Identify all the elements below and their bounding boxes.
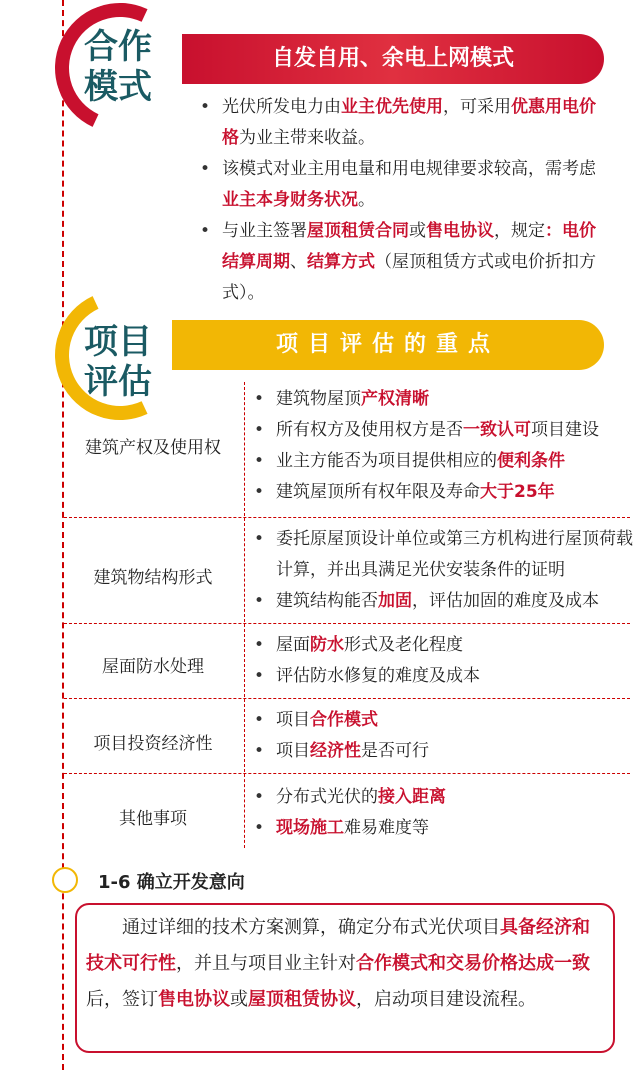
eval-row-label: 屋面防水处理: [102, 657, 204, 677]
section-title: 1-6 确立开发意向: [98, 872, 245, 893]
body-text: 或: [409, 221, 426, 241]
highlight-text: 售电协议: [426, 221, 494, 241]
body-text: 项目: [276, 710, 310, 730]
bullet-item: [250, 813, 640, 844]
highlight-text: 屋顶租赁协议: [248, 989, 356, 1010]
body-text: 难易难度等: [344, 818, 429, 838]
body-text: 为业主带来收益。: [239, 128, 375, 148]
highlight-text: 屋顶租赁合同: [307, 221, 409, 241]
body-text: 该模式对业主用电量和用电规律要求较高，需考虑: [222, 159, 596, 179]
highlight-text: 售电协议: [158, 989, 230, 1010]
body-text: 光伏所发电力由: [222, 97, 341, 117]
body-text: 项目建设: [531, 420, 599, 440]
highlight-text: 防水: [310, 635, 344, 655]
highlight-text: 业主优先使用: [341, 97, 443, 117]
highlight-text: 现场施工: [276, 818, 344, 838]
body-text: 业主方能否为项目提供相应的: [276, 451, 497, 471]
highlight-text: ：电价结算周期: [222, 221, 596, 272]
section-marker-icon: [52, 867, 78, 893]
highlight-text: 合作模式和交易价格达成一致: [356, 953, 590, 974]
body-text: ，并且与项目业主针对: [176, 953, 356, 974]
bullet-item: [250, 736, 640, 767]
highlight-text: 一致认可: [463, 420, 531, 440]
eval-row-bullets: [250, 782, 640, 844]
highlight-text: 加固: [378, 591, 412, 611]
bullet-item: [250, 661, 640, 692]
body-text: 分布式光伏的: [276, 787, 378, 807]
body-text: 建筑屋顶所有权年限及寿命: [276, 482, 480, 502]
eval-row-2: [64, 624, 640, 697]
body-text: 。: [358, 190, 375, 210]
body-text: ，可采用: [443, 97, 511, 117]
bullet-item: [250, 477, 640, 508]
bullet-item: [250, 586, 640, 617]
bullet-item: [250, 524, 640, 586]
body-text: ，启动项目建设流程。: [356, 989, 536, 1010]
highlight-text: 接入距离: [378, 787, 446, 807]
bullet-item: [250, 446, 640, 477]
coop-heading-line1: 合作: [84, 27, 152, 67]
eval-row-label: 建筑产权及使用权: [85, 438, 221, 458]
bullet-item: [196, 216, 596, 309]
body-text: （屋顶租赁方式或电价折扣方式）。: [222, 252, 596, 303]
bullet-item: [196, 92, 596, 154]
body-text: 所有权方及使用权方是否: [276, 420, 463, 440]
body-text: 是否可行: [361, 741, 429, 761]
body-text: 委托原屋顶设计单位或第三方机构进行屋顶荷载计算，并出具满足光伏安装条件的证明: [276, 529, 633, 580]
bullet-item: [250, 782, 640, 813]
body-text: 与业主签署: [222, 221, 307, 241]
bullet-item: [250, 384, 640, 415]
eval-row-label: 项目投资经济性: [93, 734, 213, 754]
body-text: 建筑物屋顶: [276, 389, 361, 409]
body-text: 、: [290, 252, 307, 272]
eval-row-4: [64, 774, 640, 848]
highlight-text: 结算方式: [307, 252, 375, 272]
bullet-item: [250, 630, 640, 661]
eval-row-bullets: [250, 705, 640, 767]
eval-row-bullets: [250, 524, 640, 617]
eval-heading-line1: 项目: [84, 322, 152, 362]
body-text: 通过详细的技术方案测算，确定分布式光伏项目: [122, 917, 500, 938]
coop-heading-line2: 模式: [84, 67, 152, 107]
highlight-text: 合作模式: [310, 710, 378, 730]
coop-heading: [63, 27, 173, 107]
highlight-text: 业主本身财务状况: [222, 190, 358, 210]
body-text: 屋面: [276, 635, 310, 655]
highlight-text: 产权清晰: [361, 389, 429, 409]
eval-heading-line2: 评估: [84, 362, 152, 402]
eval-row-1: [64, 518, 640, 622]
eval-row-3: [64, 699, 640, 772]
highlight-text: 经济性: [310, 741, 361, 761]
highlight-text: 具备经济和技术可行性: [86, 917, 590, 974]
body-text: 或: [230, 989, 248, 1010]
eval-row-bullets: [250, 630, 640, 692]
eval-row-0: [64, 382, 640, 516]
eval-row-label: 其他事项: [119, 809, 187, 829]
highlight-text: 便利条件: [497, 451, 565, 471]
bullet-item: [250, 415, 640, 446]
body-text: 建筑结构能否: [276, 591, 378, 611]
coop-banner: 自发自用、余电上网模式: [182, 34, 604, 84]
bullet-item: [250, 705, 640, 736]
body-text: ，规定: [494, 221, 545, 241]
highlight-text: 优惠用电价格: [222, 97, 596, 148]
body-text: 后，签订: [86, 989, 158, 1010]
highlight-text: 大于25年: [480, 482, 555, 502]
eval-row-label: 建筑物结构形式: [93, 568, 213, 588]
bullet-item: [196, 154, 596, 216]
body-text: 项目: [276, 741, 310, 761]
eval-banner: 项目评估的重点: [172, 320, 604, 370]
eval-row-bullets: [250, 384, 640, 508]
body-text: ，评估加固的难度及成本: [412, 591, 599, 611]
section-paragraph: [86, 910, 606, 1018]
coop-bullet-list: [196, 92, 596, 309]
body-text: 形式及老化程度: [344, 635, 463, 655]
body-text: 评估防水修复的难度及成本: [276, 666, 480, 686]
